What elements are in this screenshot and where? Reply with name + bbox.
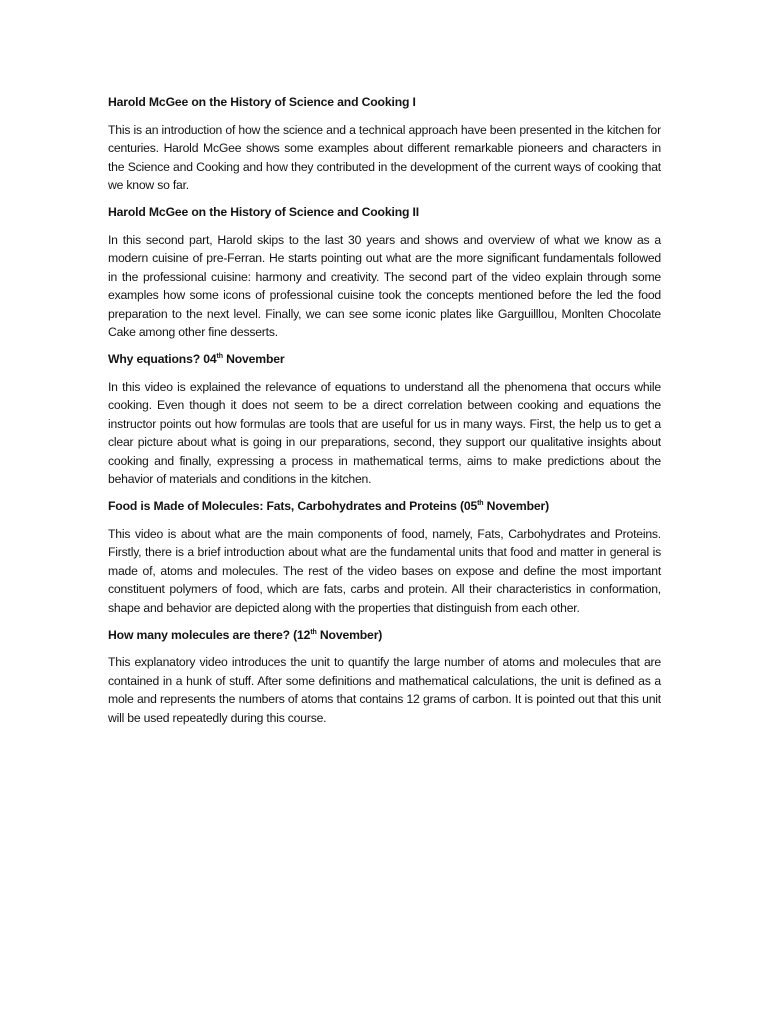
section-body-why-equations: In this video is explained the relevance of equations to understand all the phenomena that occurs while cooking. Even though it does not seem to be a direct correlation between cooking and equations the instructor points out how formulas are tools that are useful for us in many ways. First, the help us to get a clear picture about what is going in our preparations, second, they support our qualitative insights about cooking and finally, expressing a process in mathematical terms, aims to make predictions about the behavior of materials and conditions in the kitchen. (108, 379, 661, 486)
ordinal-suffix: th (477, 499, 484, 507)
heading-text: November) (316, 627, 383, 642)
section-body-history-1: This is an introduction of how the science and a technical approach have been presented in the kitchen for centuries. Harold McGee shows some examples about different remarkable pioneers and characters in the Science and Cooking and how they contributed in the development of the current ways of cooking that we know so far. (108, 122, 661, 192)
ordinal-suffix: th (216, 352, 223, 360)
section-body-how-many-molecules: This explanatory video introduces the unit to quantify the large number of atoms and molecules that are contained in a hunk of stuff. After some definitions and mathematical calculations, the unit is defined as a mole and represents the numbers of atoms that contains 12 grams of carbon. It is pointed out that this unit will be used repeatedly during this course. (108, 655, 661, 725)
heading-text: Food is Made of Molecules: Fats, Carbohydrates and Proteins (05 (108, 499, 478, 513)
ordinal-suffix: th (310, 628, 317, 636)
section-body-history-2: In this second part, Harold skips to the last 30 years and shows and overview of what we know as a modern cuisine of pre-Ferran. He starts pointing out what are the more significant fundamentals followed in the professional cuisine: harmony and creativity. The second part of the video explain through some examples how some icons of professional cuisine took the concepts mentioned before the led the food preparation to the next level. Finally, we can see some iconic plates like Garguilllou, Monlten Chocolate Cake among other fine desserts. (108, 232, 661, 339)
section-heading-history-1: Harold McGee on the History of Science and Cooking I (108, 95, 416, 109)
heading-text: November (222, 352, 285, 366)
section-heading-why-equations (108, 350, 661, 369)
heading-text: Why equations? 04 (108, 352, 217, 366)
document-page (108, 93, 661, 736)
heading-text: November) (483, 499, 549, 513)
section-heading-history-2: Harold McGee on the History of Science and Cooking II (108, 205, 420, 219)
heading-text: How many molecules are there? (12 (108, 627, 311, 642)
section-heading-food-molecules (108, 497, 661, 516)
section-body-food-molecules: This video is about what are the main components of food, namely, Fats, Carbohydrates and Proteins. Firstly, there is a brief introduction about what are the fundamental units that food and matter in general is made of, atoms and molecules. The rest of the video bases on expose and define the most important constituent polymers of food, which are fats, carbs and protein. All their characteristics in conformation, shape and behavior are depicted along with the properties that distinguish from each other. (108, 526, 661, 615)
section-heading-how-many-molecules (108, 626, 661, 645)
